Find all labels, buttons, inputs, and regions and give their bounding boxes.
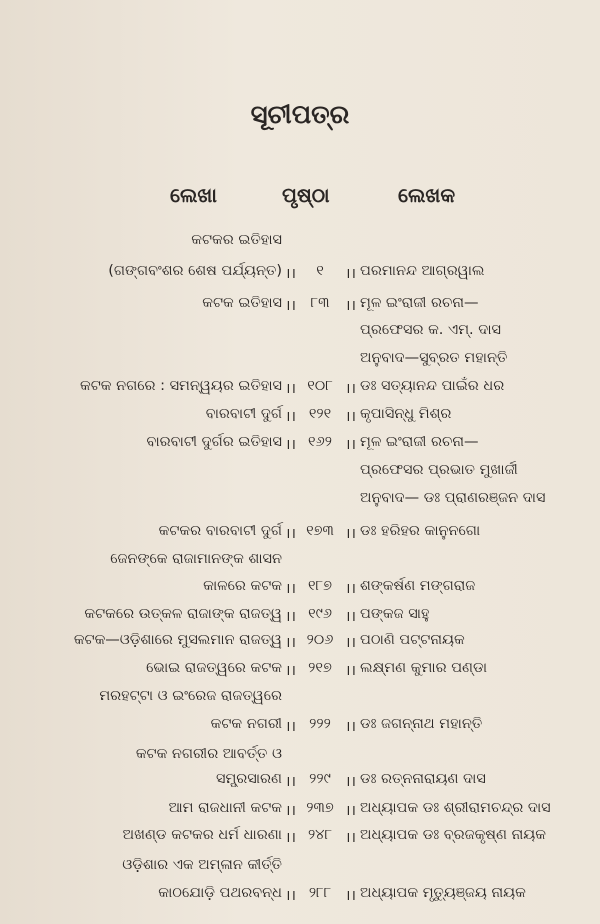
separator-mark: ।। [345,581,356,597]
toc-title: କାଠଯୋଡ଼ି ପଥରବନ୍ଧ [158,885,282,901]
toc-page: ୨୨୯ [309,771,331,787]
separator-mark: ।। [345,719,356,735]
header-prushtha: ପୃଷ୍ଠା [282,183,330,207]
separator-mark: ।। [345,609,356,625]
separator-mark: ।। [345,830,356,846]
separator-mark: ।। [285,381,296,397]
separator-mark: ।। [285,609,296,625]
separator-mark: ।। [285,581,296,597]
toc-page: ୨୧୭ [308,660,332,676]
toc-page: ୧୭୩ [306,523,334,539]
toc-title: ଜେନଙ୍କେ ରାଜାମାନଙ୍କ ଶାସନ [110,551,282,567]
toc-page: ୨୦୬ [306,632,334,648]
toc-author: ଡଃ ହରିହର କାନୁନଗୋ [360,523,481,539]
toc-page: ୧୬୨ [308,434,332,450]
separator-mark: ।। [285,774,296,790]
separator-mark: ।। [285,437,296,453]
separator-mark: ।। [345,409,356,425]
toc-title: ବାରବାଟୀ ଦୁର୍ଗ [205,406,282,422]
toc-row [0,716,600,748]
toc-page: ୧ [316,263,324,279]
separator-mark: ।। [285,830,296,846]
toc-author: ଶଙ୍କର୍ଷଣ ମଙ୍ଗରାଜ [360,578,476,594]
toc-author: ମୂଳ ଇଂରାଜୀ ରଚନା— [360,295,479,311]
toc-title: କଟକ ନଗରୀ [210,716,282,732]
header-lekha: ଲେଖା [170,183,217,207]
toc-author: ଡଃ ରତ୍ନନାରାୟଣ ଦାସ [360,771,486,787]
toc-author: ଅଧ୍ୟାପକ ଡଃ ବ୍ରଜକୃଷ୍ଣ ନାୟକ [360,827,546,843]
separator-mark: ।। [285,663,296,679]
toc-author: କୃପାସିନ୍ଧୁ ମିଶ୍ର [360,406,452,422]
toc-title: ଭୋଇ ରାଜତ୍ୱରେ କଟକ [146,660,282,676]
toc-title: ବାରବାଟୀ ଦୁର୍ଗର ଇତିହାସ [146,434,282,450]
toc-author: ଅଧ୍ୟାପକ ଡଃ ଶ୍ରୀରାମଚନ୍ଦ୍ର ଦାସ [360,800,551,816]
toc-title: ଅଖଣ୍ଡ କଟକର ଧର୍ମ ଧାରଣା [122,827,282,843]
separator-mark: ।। [345,663,356,679]
separator-mark: ।। [285,298,296,314]
toc-page: ୨୮୮ [308,885,332,901]
toc-title: (ଗଙ୍ଗବଂଶର ଶେଷ ପର୍ଯ୍ୟନ୍ତ) [108,263,282,279]
toc-row [0,827,600,859]
toc-title: କଟକ—ଓଡ଼ିଶାରେ ମୁସଲମାନ ରାଜତ୍ୱ [73,632,282,648]
toc-author: ପଙ୍କଜ ସାହୁ [360,606,430,622]
toc-title: କଟକ ଇତିହାସ [202,295,282,311]
toc-title: କଟକ ନଗରୀର ଆବର୍ତ୍ତ ଓ [135,746,282,762]
toc-title: କଟକରେ ଉତ୍କଳ ରାଜାଙ୍କ ରାଜତ୍ୱ [84,606,282,622]
toc-row [0,263,600,295]
toc-author: ଅଧ୍ୟାପକ ମୃତ୍ୟୁଞ୍ଜୟ ନାୟକ [360,885,526,901]
toc-row [0,771,600,803]
toc-author: ଅନୁବାଦ—ସୁବ୍ରତ ମହାନ୍ତି [360,350,508,366]
separator-mark: ।। [285,526,296,542]
separator-mark: ।। [285,803,296,819]
toc-row [0,232,600,264]
separator-mark: ।। [345,437,356,453]
separator-mark: ।। [345,888,356,904]
separator-mark: ।। [285,635,296,651]
toc-author: ପରମାନନ୍ଦ ଆଗ୍ରୱାଲ [360,263,485,279]
separator-mark: ।। [345,266,356,282]
toc-page: ୨୪୮ [307,827,333,843]
toc-author: ପ୍ରଫେସର ପ୍ରଭାତ ମୁଖାର୍ଜୀ [360,462,518,478]
toc-title: ଓଡ଼ିଶାର ଏକ ଅମ୍ଳାନ କୀର୍ତ୍ତି [122,857,282,873]
separator-mark: ।। [345,803,356,819]
separator-mark: ।। [285,409,296,425]
toc-page: ୧୨୧ [308,406,332,422]
toc-page: ୧୮୭ [308,578,332,594]
toc-page: ୧୦୮ [307,378,333,394]
toc-title: କଟକର ଇତିହାସ [191,232,282,248]
toc-author: ଲକ୍ଷ୍ମଣ କୁମାର ପଣ୍ଡା [360,660,488,676]
toc-title: କଟକ ନଗରେ : ସମନ୍ୱୟର ଇତିହାସ [80,378,282,394]
toc-author: ମୂଳ ଇଂରାଜୀ ରଚନା— [360,434,479,450]
toc-row [0,490,600,522]
header-lekhaka: ଲେଖକ [398,183,456,207]
toc-author: ପ୍ରଫେସର କ. ଏମ୍. ଦାସ [360,322,502,338]
toc-row [0,885,600,917]
separator-mark: ।। [285,719,296,735]
separator-mark: ।। [285,888,296,904]
toc-title: ମରହଟ୍ଟା ଓ ଇଂରେଜ ରାଜତ୍ୱରେ [99,688,282,704]
toc-page: ୨୩୭ [306,800,334,816]
separator-mark: ।। [345,774,356,790]
separator-mark: ।। [285,266,296,282]
toc-title: କାଳରେ କଟକ [203,578,282,594]
toc-page: ୧୯୬ [308,606,332,622]
toc-title: ସମ୍ପ୍ରସାରଣ [215,771,282,787]
separator-mark: ।। [345,526,356,542]
toc-author: ଡଃ ଜଗନ୍ନାଥ ମହାନ୍ତି [360,716,483,732]
separator-mark: ।। [345,635,356,651]
toc-title: ଆମ ରାଜଧାନୀ କଟକ [168,800,282,816]
separator-mark: ।। [345,298,356,314]
toc-author: ପଠାଣି ପଟ୍ଟନାୟକ [360,632,465,648]
toc-page: ୨୨୨ [309,716,331,732]
page-title: ସୂଚୀପତ୍ର [250,100,350,130]
toc-title: କଟକର ବାରବାଟୀ ଦୁର୍ଗ [158,523,282,539]
toc-page: ୮୩ [310,295,330,311]
toc-author: ଅନୁବାଦ— ଡଃ ପ୍ରାଣରଞ୍ଜନ ଦାସ [360,490,546,506]
separator-mark: ।। [345,381,356,397]
toc-author: ଡଃ ସତ୍ୟାନନ୍ଦ ପାଇଁର ଧର [360,378,505,394]
